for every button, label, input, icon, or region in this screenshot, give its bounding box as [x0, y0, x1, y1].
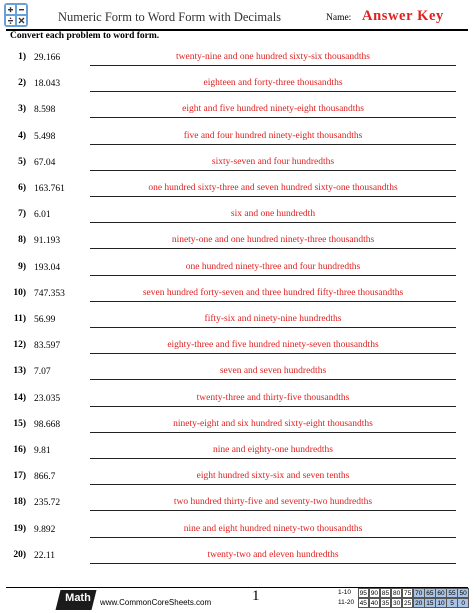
score-cell: 50: [457, 588, 469, 598]
score-cell: 70: [413, 588, 425, 598]
problem-value: 5.498: [34, 131, 56, 142]
problem-value: 9.81: [34, 446, 51, 456]
problem-answer: twenty-two and eleven hundredths: [207, 549, 339, 560]
answer-line: [90, 458, 456, 459]
problem-number: 6): [18, 183, 26, 193]
problem-answer: six and one hundredth: [230, 209, 316, 220]
score-cell: 45: [358, 598, 370, 608]
instructions: Convert each problem to word form.: [10, 31, 160, 41]
score-cell: 55: [446, 588, 458, 598]
problem-answer: nine and eighty-one hundredths: [212, 445, 334, 455]
problem-row: [0, 386, 474, 412]
problem-number: 7): [18, 209, 26, 220]
problem-row: [0, 281, 474, 307]
score-cell: 95: [358, 588, 370, 598]
problem-row: [0, 359, 474, 385]
problem-row: [0, 150, 474, 176]
score-cell: 40: [369, 598, 381, 608]
math-operations-logo-icon: [4, 3, 28, 27]
problem-number: 10): [13, 287, 26, 298]
problem-value: 7.07: [34, 367, 51, 378]
score-cell: 0: [457, 598, 469, 608]
answer-line: [90, 327, 456, 328]
problem-row: [0, 517, 474, 543]
problem-answer: twenty-nine and one hundred sixty-six thousandths: [176, 52, 370, 62]
score-row: [338, 598, 469, 608]
worksheet-title: Numeric Form to Word Form with Decimals: [58, 10, 282, 24]
problem-value: 23.035: [34, 393, 61, 404]
problem-answer: five and four hundred ninety-eight thousandths: [183, 130, 363, 141]
problem-answer: seven hundred forty-seven and three hundred fifty-three thousandths: [142, 287, 404, 298]
problem-number: 17): [13, 471, 26, 482]
score-cell: 60: [435, 588, 447, 598]
problem-row: [0, 307, 474, 333]
problem-answer: ninety-one and one hundred ninety-three thousandths: [171, 235, 375, 246]
problem-row: [0, 464, 474, 490]
problem-number: 3): [18, 104, 26, 115]
problem-number: 18): [13, 497, 26, 508]
problem-row: [0, 71, 474, 97]
problem-number: 19): [13, 523, 26, 534]
problem-number: 1): [18, 52, 26, 62]
problem-row: [0, 333, 474, 359]
problem-number: 16): [13, 445, 26, 455]
score-cell: 35: [380, 598, 392, 608]
score-cell: 75: [402, 588, 414, 598]
problem-row: [0, 543, 474, 569]
answer-line: [90, 248, 456, 249]
score-table: [338, 588, 469, 608]
problem-answer: one hundred ninety-three and four hundredths: [185, 261, 361, 272]
problem-value: 235.72: [34, 498, 61, 509]
score-cell: 65: [424, 588, 436, 598]
answer-key-label: Answer Key: [362, 8, 444, 24]
problem-value: 747.353: [34, 288, 65, 299]
problem-number: 14): [13, 392, 26, 403]
problem-number: 15): [13, 418, 26, 429]
problem-answer: two hundred thirty-five and seventy-two hundredths: [173, 497, 373, 508]
problem-value: 9.892: [34, 524, 56, 535]
website-url: www.CommonCoreSheets.com: [100, 598, 212, 607]
problem-value: 56.99: [34, 315, 56, 325]
problem-row: [0, 490, 474, 516]
answer-line: [90, 353, 456, 354]
problem-answer: seven and seven hundredths: [219, 366, 327, 377]
problem-answer: eighty-three and five hundred ninety-seven thousandths: [167, 340, 379, 351]
problem-value: 29.166: [34, 53, 61, 63]
problem-answer: ninety-eight and six hundred sixty-eight thousandths: [173, 418, 373, 429]
problem-row: [0, 255, 474, 281]
problem-row: [0, 124, 474, 150]
problem-value: 18.043: [34, 79, 61, 90]
answer-line: [90, 406, 456, 407]
problem-answer: eighteen and forty-three thousandths: [203, 78, 343, 89]
problem-answer: sixty-seven and four hundredths: [211, 156, 335, 167]
answer-line: [90, 379, 456, 380]
answer-line: [90, 91, 456, 92]
score-cell: 5: [446, 598, 458, 608]
problem-number: 4): [18, 130, 26, 141]
problem-value: 6.01: [34, 210, 51, 221]
score-cell: 20: [413, 598, 425, 608]
answer-line: [90, 65, 456, 66]
answer-line: [90, 510, 456, 511]
problem-number: 11): [13, 314, 26, 324]
problem-value: 91.193: [34, 236, 61, 247]
problem-number: 5): [18, 156, 26, 167]
problem-value: 83.597: [34, 341, 61, 352]
problem-answer: one hundred sixty-three and seven hundred sixty-one thousandths: [148, 183, 398, 193]
problem-value: 8.598: [34, 105, 56, 116]
problem-number: 8): [18, 235, 26, 246]
problem-number: 12): [13, 340, 26, 351]
score-cell: 80: [391, 588, 403, 598]
problem-row: [0, 45, 474, 71]
answer-line: [90, 170, 456, 171]
problem-answer: nine and eight hundred ninety-two thousandths: [183, 523, 363, 534]
score-range-label: 11-20: [338, 599, 355, 606]
score-range-label: 1-10: [338, 589, 352, 596]
problem-row: [0, 97, 474, 123]
problem-answer: eight and five hundred ninety-eight thousandths: [182, 104, 364, 115]
problem-value: 193.04: [34, 262, 61, 273]
score-cell: 10: [435, 598, 447, 608]
answer-line: [90, 563, 456, 564]
problem-answer: fifty-six and ninety-nine hundredths: [204, 314, 342, 324]
answer-line: [90, 537, 456, 538]
score-cell: 90: [369, 588, 381, 598]
page-number: 1: [252, 588, 260, 604]
problem-number: 20): [13, 549, 26, 560]
problem-row: [0, 202, 474, 228]
answer-line: [90, 222, 456, 223]
subject-label: Math: [65, 592, 91, 604]
problem-value: 866.7: [34, 472, 56, 483]
answer-line: [90, 144, 456, 145]
problem-number: 9): [18, 261, 26, 272]
answer-line: [90, 196, 456, 197]
problem-value: 98.668: [34, 419, 61, 430]
problem-row: [0, 228, 474, 254]
problem-answer: eight hundred sixty-six and seven tenths: [196, 471, 350, 482]
score-row: [338, 588, 469, 598]
name-label: Name:: [326, 13, 352, 23]
problem-number: 13): [13, 366, 26, 377]
answer-line: [90, 484, 456, 485]
answer-line: [90, 301, 456, 302]
problem-value: 67.04: [34, 157, 56, 168]
problem-number: 2): [18, 78, 26, 89]
problem-row: [0, 438, 474, 464]
score-cell: 85: [380, 588, 392, 598]
problem-answer: twenty-three and thirty-five thousandths: [196, 392, 350, 403]
problem-row: [0, 176, 474, 202]
score-cell: 30: [391, 598, 403, 608]
answer-line: [90, 432, 456, 433]
score-cell: 15: [424, 598, 436, 608]
answer-line: [90, 275, 456, 276]
problem-row: [0, 412, 474, 438]
answer-line: [90, 117, 456, 118]
score-cell: 25: [402, 598, 414, 608]
problem-value: 22.11: [34, 550, 56, 561]
problem-value: 163.761: [34, 184, 65, 194]
